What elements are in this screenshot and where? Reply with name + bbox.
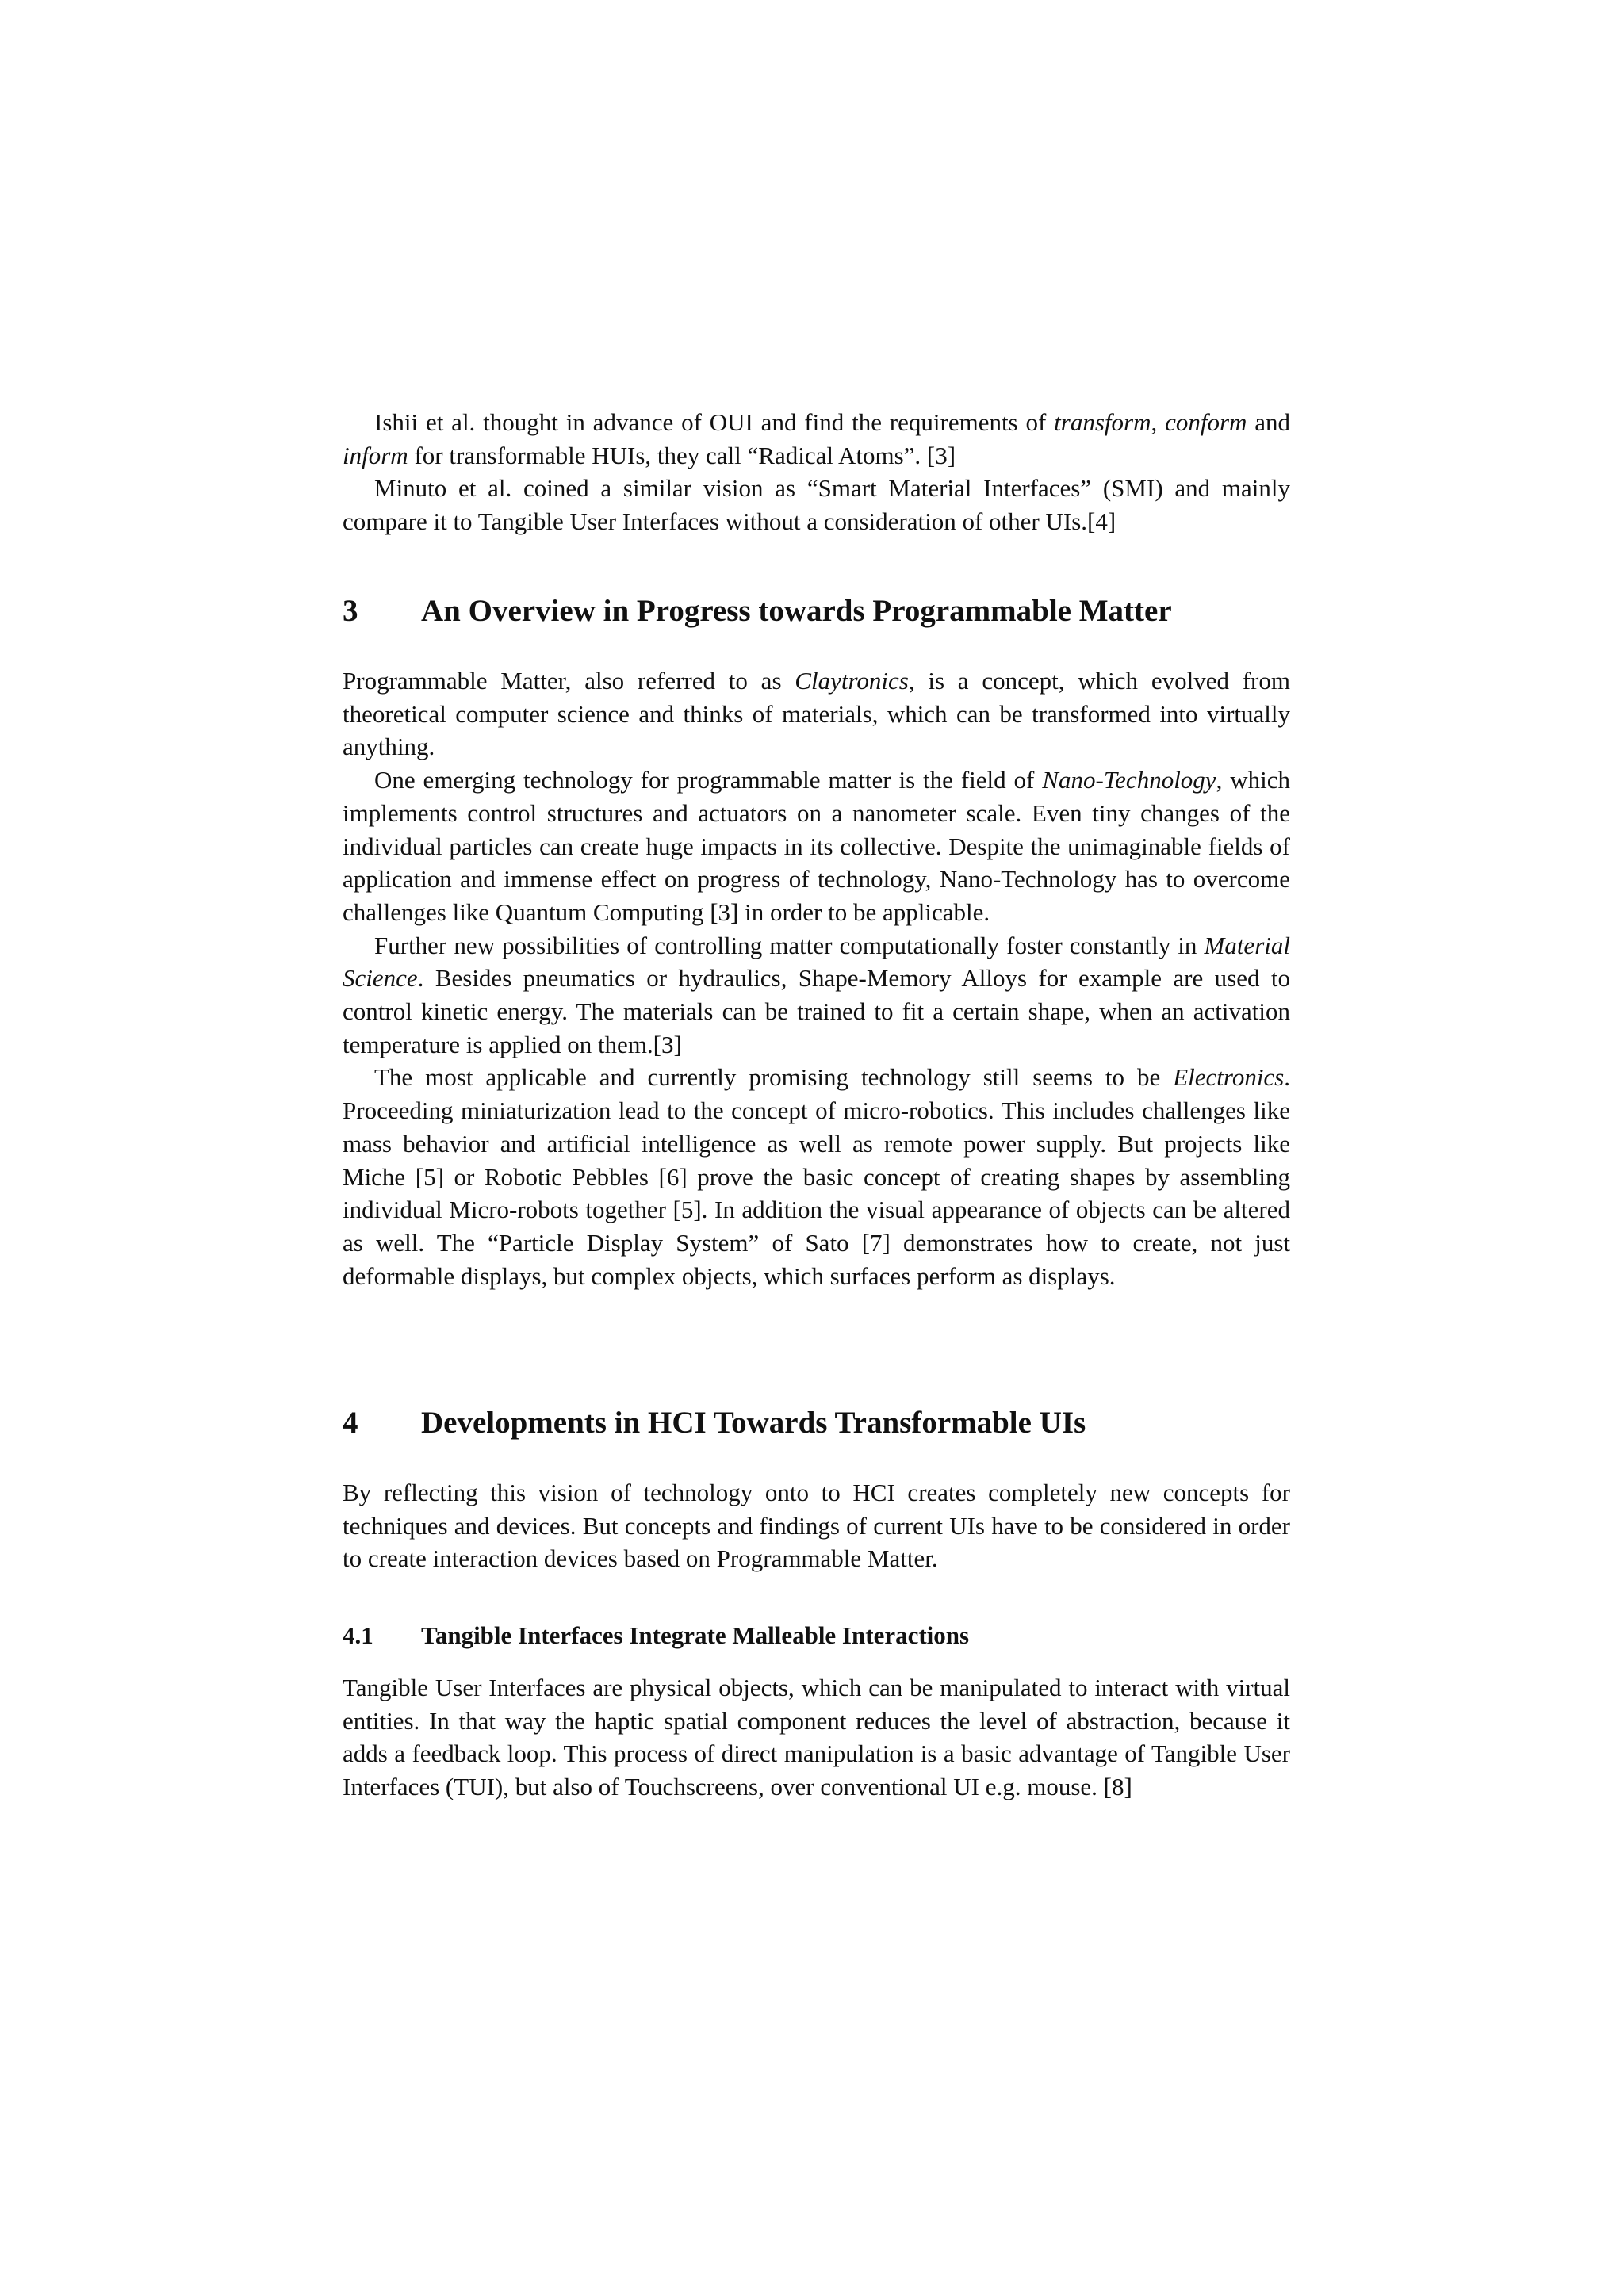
subsection-4-1-heading bbox=[343, 1619, 1290, 1651]
section-3-paragraph-1: Programmable Matter, also referred to as Claytronics, is a concept, which evolved from theoretical computer science and thinks of materials, which can be transformed into virtually anything. bbox=[343, 667, 1290, 761]
section-3-paragraph-2: One emerging technology for programmable matter is the field of Nano-Technology, which implements control structures and actuators on a nanometer scale. Even tiny changes of the individual particles can create huge impacts in its collective. Despite the unimaginable fields of application and immense effect on progress of technology, Nano-Technology has to overcome challenges like Quantum Computing [3] in order to be applicable. bbox=[343, 766, 1290, 926]
subsection-4-1-body bbox=[343, 1671, 1290, 1804]
section-3-paragraph-3: Further new possibilities of controlling matter computationally foster constantly in Material Science. Besides pneumatics or hydraulics, Shape-Memory Alloys for example are used to control kinetic energy. The materials can be trained to fit a certain shape, when an activation temperature is applied on them.[3] bbox=[343, 931, 1290, 1058]
subsection-4-1-number: 4.1 bbox=[343, 1621, 373, 1649]
section-3-body bbox=[343, 664, 1290, 1292]
section-4-body bbox=[343, 1476, 1290, 1575]
section-3-paragraph-4: The most applicable and currently promising technology still seems to be Electronics. Proceeding miniaturization lead to the concept of micro-robotics. This includes challenges like mass behavior and artificial intelligence as well as remote power supply. But projects like Miche [5] or Robotic Pebbles [6] prove the basic concept of creating shapes by assembling individual Micro-robots together [5]. In addition the visual appearance of objects can be altered as well. The “Particle Display System” of Sato [7] demonstrates how to create, not just deformable displays, but complex objects, which surfaces perform as displays. bbox=[343, 1063, 1290, 1290]
intro-block bbox=[343, 406, 1290, 538]
section-3-title: An Overview in Progress towards Programmable Matter bbox=[421, 594, 1172, 628]
section-3-number: 3 bbox=[343, 594, 358, 628]
subsection-4-1-title: Tangible Interfaces Integrate Malleable Interactions bbox=[421, 1621, 970, 1649]
section-4-title: Developments in HCI Towards Transformable UIs bbox=[421, 1406, 1086, 1440]
section-4-heading bbox=[343, 1403, 1290, 1443]
intro-paragraph-minuto: Minuto et al. coined a similar vision as “Smart Material Interfaces” (SMI) and mainly compare it to Tangible User Interfaces without a consideration of other UIs.[4] bbox=[343, 474, 1290, 536]
section-3-heading bbox=[343, 591, 1290, 631]
intro-paragraph-ishii: Ishii et al. thought in advance of OUI and find the requirements of transform, conform and inform for transformable HUIs, they call “Radical Atoms”. [3] bbox=[343, 408, 1291, 469]
subsection-4-1-paragraph-1: Tangible User Interfaces are physical objects, which can be manipulated to interact with virtual entities. In that way the haptic spatial component reduces the level of abstraction, because it adds a feedback loop. This process of direct manipulation is a basic advantage of Tangible User Interfaces (TUI), but also of Touchscreens, over conventional UI e.g. mouse. [8] bbox=[343, 1674, 1290, 1801]
section-4-number: 4 bbox=[343, 1406, 358, 1440]
section-4-paragraph-1: By reflecting this vision of technology onto to HCI creates completely new concepts for techniques and devices. But concepts and findings of current UIs have to be considered in order to create interaction devices based on Programmable Matter. bbox=[343, 1479, 1290, 1573]
